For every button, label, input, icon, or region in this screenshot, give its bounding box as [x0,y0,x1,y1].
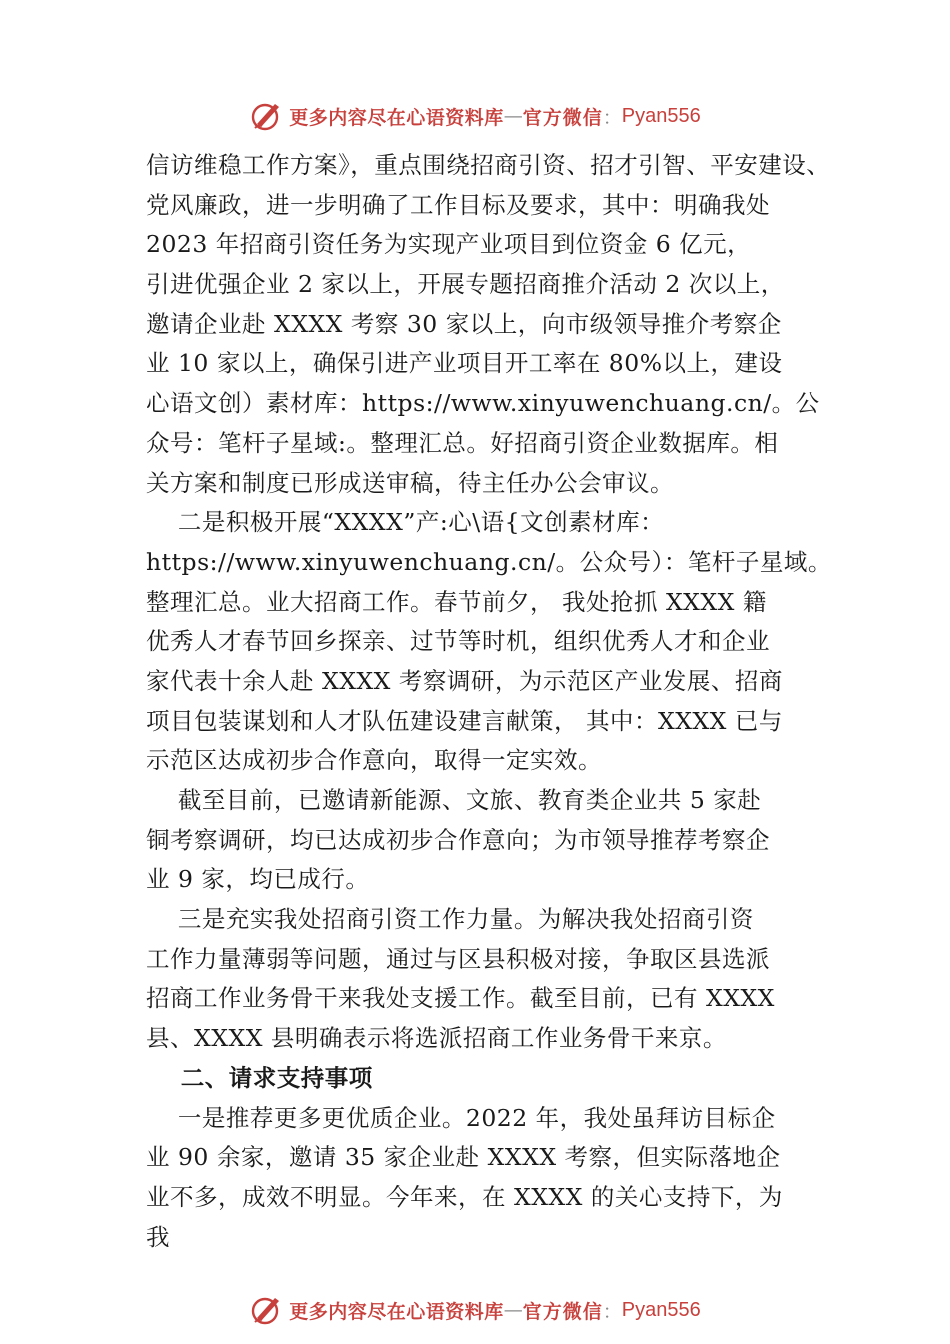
text-line: 家代表十余人赴 XXXX 考察调研，为示范区产业发展、招商 [146,666,783,695]
text-line: 截至目前，已邀请新能源、文旅、教育类企业共 5 家赴 [146,786,762,814]
text-line: 示范区达成初步合作意向，取得一定实效。 [146,746,602,775]
brush-logo-icon [249,1292,285,1328]
text-line: 我 [146,1222,170,1251]
text-line: 整理汇总。业大招商工作。春节前夕， 我处抢抓 XXXX 籍 [146,587,767,616]
brush-logo-icon [249,98,285,134]
text-line: 业 10 家以上，确保引进产业项目开工率在 80%以上，建设 [146,349,783,378]
watermark-banner-top [0,96,950,136]
text-line: 优秀人才春节回乡探亲、过节等时机，组织优秀人才和企业 [146,627,770,656]
text-line: 党风廉政，进一步明确了工作目标及要求，其中：明确我处 [146,190,770,219]
text-line: 2023 年招商引资任务为实现产业项目到位资金 6 亿元， [146,230,752,259]
watermark-banner-bottom [0,1290,950,1330]
text-line: 工作力量薄弱等问题，通过与区县积极对接，争取区县选派 [146,944,770,973]
text-line: 三是充实我处招商引资工作力量。为解决我处招商引资 [146,905,754,934]
watermark-colon: ： [602,1300,622,1323]
text-line: 业不多，成效不明显。今年来，在 XXXX 的关心支持下，为 [146,1182,783,1211]
watermark-wechat-label: 官方微信 [522,106,603,129]
text-line: 一是推荐更多更优质企业。2022 年，我处虽拜访目标企 [146,1103,776,1132]
text-line: 业 90 余家，邀请 35 家企业赴 XXXX 考察，但实际落地企 [146,1143,781,1172]
watermark-colon: ： [602,106,622,129]
text-line: 众号：笔杆子星域:。整理汇总。好招商引资企业数据库。相 [146,428,779,457]
watermark-wechat-id: Pyan556 [621,1298,701,1321]
watermark-wechat-id: Pyan556 [621,104,701,127]
watermark-separator: — [503,105,523,127]
text-line: 信访维稳工作方案》，重点围绕招商引资、招才引智、平安建设、 [146,151,831,179]
text-line: 二是积极开展“XXXX”产:心\语{文创素材库： [146,508,665,537]
text-line: 引进优强企业 2 家以上，开展专题招商推介活动 2 次以上， [146,270,785,299]
text-line: 心语文创）素材库：https://www.xinyuwenchuang.cn/。公 [146,389,820,418]
watermark-text: 更多内容尽在心语资料库 [289,1300,504,1323]
watermark-text: 更多内容尽在心语资料库 [289,106,504,129]
text-line: 铜考察调研，均已达成初步合作意向；为市领导推荐考察企 [146,825,770,854]
text-line: 关方案和制度已形成送审稿，待主任办公会审议。 [146,468,674,497]
document-body [146,146,836,1257]
watermark-wechat-label: 官方微信 [522,1300,603,1323]
section-heading: 二、请求支持事项 [146,1063,373,1092]
text-line: 招商工作业务骨干来我处支援工作。截至目前，已有 XXXX [146,984,775,1013]
text-line: 邀请企业赴 XXXX 考察 30 家以上，向市级领导推介考察企 [146,309,782,338]
watermark-separator: — [503,1299,523,1321]
text-line: 业 9 家，均已成行。 [146,865,370,894]
text-line: https://www.xinyuwenchuang.cn/。公众号）：笔杆子星域。 [146,547,832,576]
text-line: 县、XXXX 县明确表示将选派招商工作业务骨干来京。 [146,1024,727,1053]
text-line: 项目包装谋划和人才队伍建设建言献策， 其中：XXXX 已与 [146,706,783,735]
